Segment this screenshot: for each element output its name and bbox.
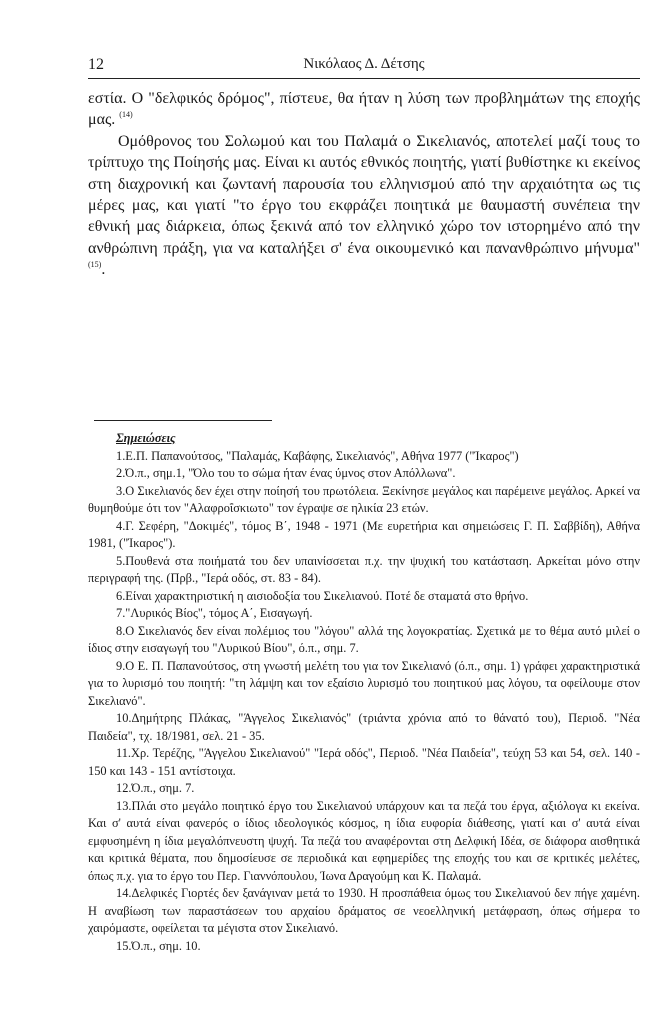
footnote-13: 13.Πλάι στο μεγάλο ποιητικό έργο του Σικελιανού υπάρχουν και τα πεζά του έργα, αξιόλογα κι εκείνα. Και σ' αυτά είναι φανερός ο ίδιος ιδεολογικός κόσμος, η ίδια ευφορία διάθεσης, γιατί και σ' αυτά είναι εμφυσημένη η ίδια μεγαλόπνευστη ψυχή. Τα πεζά του αναφέρονται στη Δελφική Ιδέα, σε διάφορα αισθητικά και κριτικά θέματα, που δημοσίευσε σε περιοδικά και εφημερίδες της εποχής του και σε κριτικές μελέτες, όπως π.χ. για το έργο του Περ. Γιαννόπουλου, Ίωνα Δραγούμη και Κ. Παλαμά. <box>88 798 640 883</box>
footnote-5: 5.Πουθενά στα ποιήματά του δεν υπαινίσσεται π.χ. την ψυχική του κατάσταση. Αρκείται μόνο στην περιγραφή της. (Πρβ., "Ιερά οδός, στ. 83 - 84). <box>88 553 640 585</box>
paragraph-2-text: Ομόθρονος του Σολωμού και του Παλαμά ο Σικελιανός, αποτελεί μαζί τους το τρίπτυχο της Ποίησής μας. Είναι κι αυτός εθνικός ποιητής, γιατί βυθίστηκε κι εκείνος στη διαχρονική και ζωντανή παρουσία του ελληνισμού από την αρχαιότητα ως τις μέρες μας, και γιατί "το έργο του εκφράζει ποιητικά με θαυμαστή συνέπεια την εθνική μας διάρκεια, όπως ξεκινά από τον ελληνικό χώρο τον ιστορημένο από την ανθρώπινη πράξη, για να καταλήξει σ' ένα οικουμενικό και πανανθρώπινο μήνυμα" <box>88 132 640 257</box>
footnote-2: 2.Ό.π., σημ.1, "Όλο του το σώμα ήταν ένας ύμνος στον Απόλλωνα". <box>116 466 456 480</box>
footnote-12: 12.Ό.π., σημ. 7. <box>116 781 195 795</box>
page-header <box>88 56 640 78</box>
footnote-ref-15: (15) <box>88 260 102 270</box>
footnote-7: 7."Λυρικός Βίος", τόμος Α΄, Εισαγωγή. <box>116 606 313 620</box>
header-rule <box>88 78 640 79</box>
page-number: 12 <box>88 56 104 73</box>
footnotes-heading: Σημειώσεις <box>116 431 176 445</box>
paragraph-1 <box>88 88 640 131</box>
paragraph-1-text: εστία. Ο "δελφικός δρόμος", πίστευε, θα ήταν η λύση των προβλημάτων της εποχής μας. <box>88 90 640 129</box>
footnote-11: 11.Χρ. Τερέζης, "Άγγελου Σικελιανού" "Ιερά οδός", Περιοδ. "Νέα Παιδεία", τεύχη 53 και 54, σελ. 140 - 150 και 143 - 151 αντίστοιχα. <box>88 746 640 778</box>
footnote-8: 8.Ο Σικελιανός δεν είναι πολέμιος του "λόγου" αλλά της λογοκρατίας. Σχετικά με το θέμα αυτό μιλεί ο ίδιος στην εισαγωγή του "Λυρικού Βίου", ό.π., σημ. 7. <box>88 623 640 655</box>
footnotes-section <box>88 430 640 955</box>
footnotes-rule <box>94 420 272 421</box>
footnote-3: 3.Ο Σικελιανός δεν έχει στην ποίησή του πρωτόλεια. Ξεκίνησε μεγάλος και παρέμεινε μεγάλος. Αρκεί να θυμηθούμε ότι τον "Αλαφροΐσκιωτο" τον έγραψε σε ηλικία 23 ετών. <box>88 483 640 515</box>
main-text <box>88 88 640 281</box>
footnote-14: 14.Δελφικές Γιορτές δεν ξανάγιναν μετά το 1930. Η προσπάθεια όμως του Σικελιανού δεν πήγε χαμένη. Η αναβίωση των παραστάσεων του αρχαίου δράματος σε νεοελληνική μετάφραση, όπως σήμερα το χαιρόμαστε, οφείλεται τα μέγιστα στον Σικελιανό. <box>88 886 640 935</box>
footnote-1: 1.Ε.Π. Παπανούτσος, "Παλαμάς, Καβάφης, Σικελιανός", Αθήνα 1977 ("Ίκαρος") <box>116 448 519 463</box>
footnote-15: 15.Ό.π., σημ. 10. <box>116 938 201 953</box>
footnote-ref-14: (14) <box>119 110 133 120</box>
paragraph-2-end: . <box>101 261 106 279</box>
footnote-10: 10.Δημήτρης Πλάκας, "Άγγελος Σικελιανός" (τριάντα χρόνια από το θάνατό του), Περιοδ. "Νέα Παιδεία", τχ. 18/1981, σελ. 21 - 35. <box>88 711 640 743</box>
footnote-6: 6.Είναι χαρακτηριστική η αισιοδοξία του Σικελιανού. Ποτέ δε σταματά στο θρήνο. <box>116 588 529 603</box>
paragraph-2 <box>88 131 640 281</box>
footnote-9: 9.Ο Ε. Π. Παπανούτσος, στη γνωστή μελέτη του για τον Σικελιανό (ό.π., σημ. 1) γράφει χαρακτηριστικά για το λυρισμό του ποιητή: "τη λάμψη και τον εξαίσιο λυρισμό του ποιητικού μας λόγου, τα οφείλουμε στον Σικελιανό". <box>88 658 640 708</box>
footnotes-list <box>88 448 640 956</box>
running-head-author: Νικόλαος Δ. Δέτσης <box>303 56 425 72</box>
footnote-4: 4.Γ. Σεφέρη, "Δοκιμές", τόμος Β΄, 1948 - 1971 (Με ευρετήρια και σημειώσεις Γ. Π. Σαββίδη), Αθήνα 1981, ("Ίκαρος"). <box>88 518 640 550</box>
